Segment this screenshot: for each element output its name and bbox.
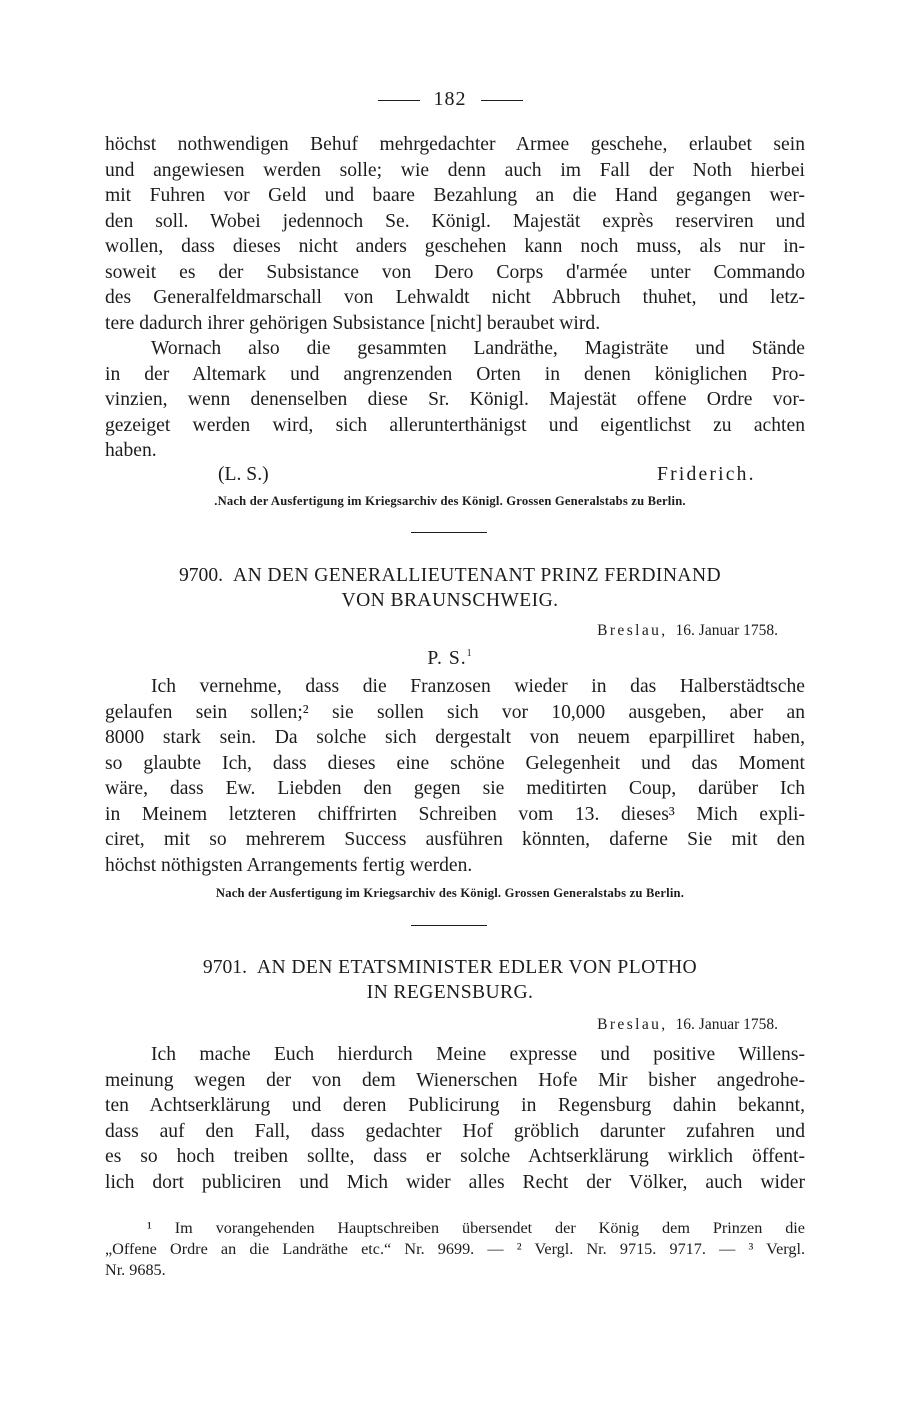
text-line: vinzien, wenn denenselben diese Sr. Königl. Majestät offene Ordre vor- bbox=[105, 389, 805, 410]
letter-heading bbox=[0, 563, 900, 588]
date-text: 16. Januar 1758. bbox=[675, 622, 778, 639]
text-line: tere dadurch ihrer gehörigen Subsistance [nicht] beraubet wird. bbox=[105, 312, 601, 334]
letter-heading-line2: IN REGENSBURG. bbox=[366, 982, 534, 1003]
footnote-marker: 1 bbox=[466, 648, 473, 659]
text-line: 8000 stark sein. Da solche sich dergestalt von neuem eparpilliret haben, bbox=[105, 727, 805, 748]
text-line: Ich mache Euch hierdurch Meine expresse und positive Willens- bbox=[151, 1044, 805, 1065]
text-line: höchst nöthigsten Arrangements fertig werden. bbox=[105, 854, 473, 876]
page-number-text: 182 bbox=[433, 88, 467, 110]
text-line: ten Achtserklärung und deren Publicirung in Regensburg dahin bekannt, bbox=[105, 1095, 805, 1116]
text-line: meinung wegen der von dem Wienerschen Hofe Mir bisher angedrohe- bbox=[105, 1069, 805, 1091]
section-divider bbox=[411, 532, 487, 533]
text-line: höchst nothwendigen Behuf mehrgedachter Armee geschehe, erlaubet sein bbox=[105, 134, 805, 155]
page-number bbox=[0, 88, 900, 111]
section-divider bbox=[411, 925, 487, 926]
text-line: in Meinem letzteren chiffrirten Schreiben vom 13. dieses³ Mich expli- bbox=[105, 803, 805, 825]
page-number-dash-left bbox=[378, 100, 420, 101]
letter-9700-text bbox=[105, 674, 805, 878]
text-line: gezeiget werden wird, sich allerunterthänigst und eigentlichst zu achten bbox=[105, 414, 805, 436]
seal-mark: (L. S.) bbox=[218, 464, 269, 485]
date-place: Breslau, bbox=[597, 1016, 668, 1033]
letter-heading-line1: AN DEN GENERALLIEUTENANT PRINZ FERDINAND bbox=[233, 565, 722, 586]
text-line: Wornach also die gesammten Landräthe, Magisträte und Stände bbox=[151, 338, 805, 359]
letter-date bbox=[597, 622, 778, 640]
text-line: wollen, dass dieses nicht anders geschehen kann noch muss, als nur in- bbox=[105, 236, 805, 257]
page-number-dash-right bbox=[481, 100, 523, 101]
footnote-line: „Offene Ordre an die Landräthe etc.“ Nr. 9699. — ² Vergl. Nr. 9715. 9717. — ³ Vergl. bbox=[105, 1240, 805, 1258]
text-line: dass auf den Fall, dass gedachter Hof gröblich darunter zufahren und bbox=[105, 1120, 805, 1142]
letter-date bbox=[597, 1016, 778, 1034]
text-line: wäre, dass Ew. Liebden den gegen sie meditirten Coup, darüber Ich bbox=[105, 778, 805, 799]
text-line: es so hoch treiben sollte, dass er solche Achtserklärung wirklich öffent- bbox=[105, 1146, 805, 1167]
source-note: .Nach der Ausfertigung im Kriegsarchiv des Königl. Grossen Generalstabs zu Berlin. bbox=[214, 494, 686, 508]
text-line: soweit es der Subsistance von Dero Corps d'armée unter Commando bbox=[105, 261, 805, 283]
footnotes bbox=[105, 1218, 805, 1281]
text-line: den soll. Wobei jedennoch Se. Königl. Majestät exprès reserviren und bbox=[105, 210, 805, 232]
text-line: in der Altemark und angrenzenden Orten in denen königlichen Pro- bbox=[105, 363, 805, 385]
letter-number: 9700. bbox=[178, 565, 224, 586]
footnote-line: ¹ Im vorangehenden Hauptschreiben übersendet der König dem Prinzen die bbox=[147, 1219, 805, 1237]
text-line: des Generalfeldmarschall von Lehwaldt nicht Abbruch thuhet, und letz- bbox=[105, 287, 805, 308]
postscript-label bbox=[0, 648, 900, 670]
text-line: haben. bbox=[105, 440, 157, 461]
letter-9701-text bbox=[105, 1042, 805, 1195]
letter-heading-line1: AN DEN ETATSMINISTER EDLER VON PLOTHO bbox=[256, 957, 698, 978]
letter-heading-line2: VON BRAUNSCHWEIG. bbox=[341, 590, 559, 611]
letter-heading bbox=[0, 955, 900, 980]
text-line: und angewiesen werden solle; wie denn auch im Fall der Noth hierbei bbox=[105, 159, 805, 181]
footnote-line: Nr. 9685. bbox=[105, 1261, 166, 1279]
source-note: Nach der Ausfertigung im Kriegsarchiv des Königl. Grossen Generalstabs zu Berlin. bbox=[215, 886, 685, 900]
text-line: mit Fuhren vor Geld und baare Bezahlung an die Hand gegangen wer- bbox=[105, 185, 805, 206]
postscript-text: P. S. bbox=[427, 648, 467, 669]
text-line: so glaubte Ich, dass dieses eine schöne Gelegenheit und das Moment bbox=[105, 752, 805, 774]
text-line: gelaufen sein sollen;² sie sollen sich vor 10,000 ausgeben, aber an bbox=[105, 701, 805, 723]
letter-number: 9701. bbox=[202, 957, 247, 978]
text-line: lich dort publiciren und Mich wider alles Recht der Völker, auch wider bbox=[105, 1171, 805, 1193]
top-section-text bbox=[105, 132, 805, 464]
signature: Friderich. bbox=[657, 464, 756, 485]
text-line: Ich vernehme, dass die Franzosen wieder in das Halberstädtsche bbox=[151, 676, 805, 697]
text-line: ciret, mit so mehrerem Success ausführen könnten, daferne Sie mit den bbox=[105, 829, 805, 850]
date-text: 16. Januar 1758. bbox=[675, 1016, 778, 1033]
date-place: Breslau, bbox=[597, 622, 668, 639]
